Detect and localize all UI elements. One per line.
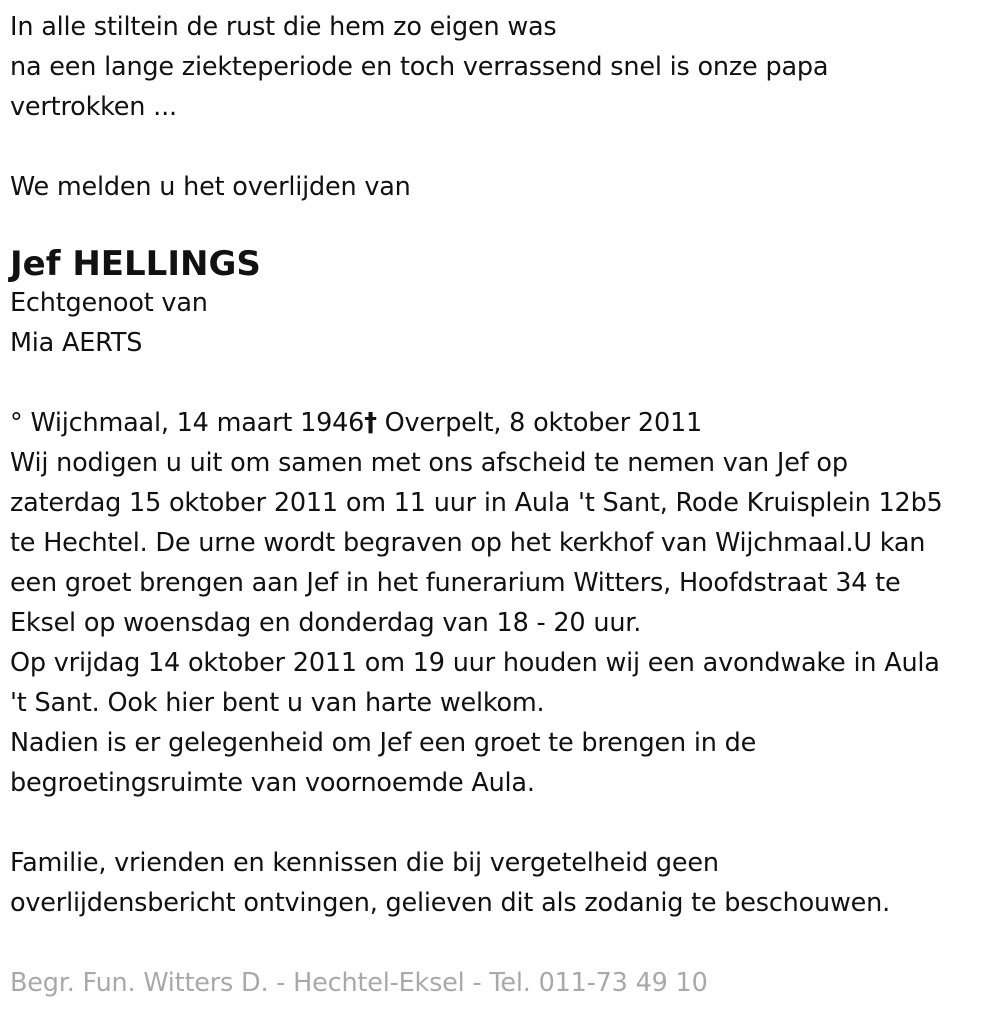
intro-line-2: na een lange ziekteperiode en toch verrassend snel is onze papa — [10, 52, 829, 82]
details-line: Wij nodigen u uit om samen met ons afscheid te nemen van Jef op — [10, 448, 848, 478]
spouse-name: Mia AERTS — [10, 328, 143, 358]
details-line: 't Sant. Ook hier bent u van harte welkom. — [10, 688, 545, 718]
details-line: zaterdag 15 oktober 2011 om 11 uur in Aula 't Sant, Rode Kruisplein 12b5 — [10, 488, 943, 518]
announcement: We melden u het overlijden van — [10, 172, 411, 202]
spacer — [10, 363, 990, 403]
cross-icon: † — [364, 408, 377, 438]
intro-line-1: In alle stiltein de rust die hem zo eigen was — [10, 12, 557, 42]
details-line: een groet brengen aan Jef in het funerarium Witters, Hoofdstraat 34 te — [10, 568, 901, 598]
intro-line-3: vertrokken ... — [10, 92, 177, 122]
spacer — [10, 923, 990, 963]
death-date: Overpelt, 8 oktober 2011 — [376, 408, 703, 438]
spacer — [10, 207, 990, 237]
deceased-name: Jef HELLINGS — [10, 244, 261, 284]
details-line: Op vrijdag 14 oktober 2011 om 19 uur houden wij een avondwake in Aula — [10, 648, 940, 678]
closing-line: overlijdensbericht ontvingen, gelieven dit als zodanig te beschouwen. — [10, 888, 891, 918]
birth-death-dates — [10, 403, 990, 443]
spacer — [10, 803, 990, 843]
details-line: Nadien is er gelegenheid om Jef een groet te brengen in de — [10, 728, 757, 758]
details-line: te Hechtel. De urne wordt begraven op het kerkhof van Wijchmaal.U kan — [10, 528, 926, 558]
birth-date: ° Wijchmaal, 14 maart 1946 — [10, 408, 365, 438]
spacer — [10, 127, 990, 167]
details-line: Eksel op woensdag en donderdag van 18 - 20 uur. — [10, 608, 642, 638]
details-line: begroetingsruimte van voornoemde Aula. — [10, 768, 535, 798]
closing-line: Familie, vrienden en kennissen die bij vergetelheid geen — [10, 848, 719, 878]
relation-text: Echtgenoot van — [10, 288, 208, 318]
funeral-home-footer: Begr. Fun. Witters D. - Hechtel-Eksel - Tel. 011-73 49 10 — [10, 968, 708, 998]
